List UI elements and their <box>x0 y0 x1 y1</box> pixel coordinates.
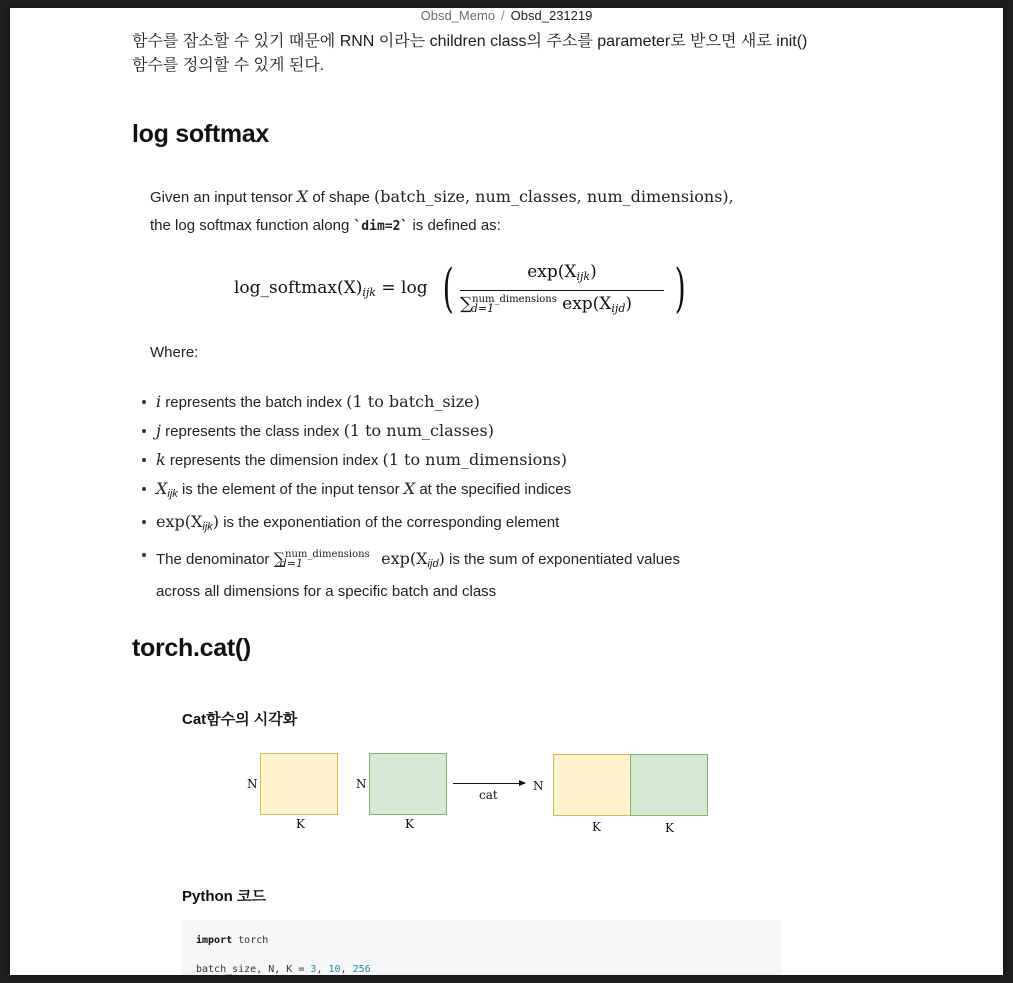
diagram-title: Cat함수의 시각화 <box>182 711 298 728</box>
result-green-box <box>630 754 708 816</box>
num-close: ) <box>590 262 597 282</box>
item-text: is the sum of exponentiated values <box>448 551 680 568</box>
den-sum-top: num_dimensions <box>472 294 557 305</box>
formula-eq-log: = log <box>381 278 428 298</box>
item-range: (1 to batch_size) <box>346 392 480 411</box>
dim-inline-code: `dim=2` <box>353 219 409 234</box>
list-item <box>140 417 760 446</box>
log-softmax-formula <box>234 260 704 324</box>
fraction-bar <box>460 290 664 291</box>
list-item <box>140 475 760 508</box>
item-text-line-2: across all dimensions for a specific batch and class <box>156 583 497 600</box>
den-exp: exp(X <box>562 294 612 314</box>
yellow-tensor-box <box>260 753 338 815</box>
code-module-torch: torch <box>238 935 269 946</box>
label-k-2: K <box>405 817 414 831</box>
section-heading-log-softmax: log softmax <box>132 120 269 148</box>
cat-arrow <box>453 783 525 784</box>
label-n-2: N <box>356 777 367 791</box>
label-k-3: K <box>592 820 601 834</box>
item-sum-top: num_dimensions <box>285 549 370 560</box>
item-range: (1 to num_classes) <box>343 421 494 440</box>
item-var-2: X <box>403 479 416 498</box>
item-var: X <box>156 479 168 498</box>
code-number: 3 <box>310 964 317 975</box>
breadcrumb-current[interactable]: Obsd_231219 <box>510 8 593 23</box>
given-shape: (batch_size, num_classes, num_dimensions), <box>374 187 734 206</box>
item-text: is the exponentiation of the corresponding element <box>223 514 560 531</box>
formula-numerator <box>460 262 664 283</box>
den-sum-symbol: ∑ <box>460 294 473 314</box>
given-prefix: Given an input tensor <box>150 189 293 206</box>
item-sub: ijk <box>202 521 213 533</box>
formula-fraction <box>460 260 664 324</box>
code-block[interactable] <box>182 920 781 975</box>
along-prefix: the log softmax function along <box>150 217 350 234</box>
item-text: represents the batch index <box>165 394 343 411</box>
item-exp: exp(X <box>381 549 428 568</box>
item-var: i <box>156 392 162 411</box>
code-title: Python 코드 <box>182 888 266 905</box>
label-k-4: K <box>665 821 674 835</box>
item-exp: exp(X <box>156 512 203 531</box>
right-paren: ) <box>674 259 686 319</box>
item-var: k <box>156 450 166 469</box>
formula-denominator <box>460 294 664 315</box>
along-suffix: is defined as: <box>412 217 501 234</box>
item-exp-close: ) <box>438 549 445 568</box>
code-number: 10 <box>328 964 341 975</box>
intro-paragraph <box>132 30 852 78</box>
list-item <box>140 388 760 417</box>
den-sum-bottom: d=1 <box>470 302 495 315</box>
code-line-1 <box>196 935 268 946</box>
result-yellow-box <box>553 754 631 816</box>
formula-lhs-text: log_softmax(X) <box>234 278 363 298</box>
item-sum-symbol: ∑ <box>273 549 285 568</box>
item-sum-bottom: d=1 <box>279 557 303 570</box>
code-assign-lhs: batch_size, N, K = <box>196 964 305 975</box>
code-keyword-import: import <box>196 935 233 946</box>
label-n-3: N <box>533 779 544 793</box>
intro-line-2: 함수를 정의할 수 있게 된다. <box>132 57 325 74</box>
item-text: is the element of the input tensor <box>181 481 400 498</box>
item-sub: ijd <box>427 558 439 570</box>
green-tensor-box <box>369 753 447 815</box>
given-var: X <box>296 187 309 206</box>
label-n-1: N <box>247 777 258 791</box>
given-mid: of shape <box>312 189 370 206</box>
formula-lhs-sub: ijk <box>362 286 376 299</box>
where-label: Where: <box>150 344 199 361</box>
item-var: j <box>156 421 161 440</box>
cat-arrow-label: cat <box>479 788 498 802</box>
den-sub: ijd <box>611 302 626 315</box>
formula-lhs <box>234 278 428 299</box>
item-text-2: at the specified indices <box>419 481 572 498</box>
intro-line-1: 함수를 잠소할 수 있기 때문에 RNN 이라는 children class의 주소를 parameter로 받으면 새로 init() <box>132 33 808 50</box>
list-item <box>140 508 760 541</box>
item-text: represents the dimension index <box>169 452 379 469</box>
breadcrumb-separator: / <box>501 8 505 23</box>
num-sub: ijk <box>576 270 591 283</box>
den-close: ) <box>625 294 633 314</box>
list-item <box>140 446 760 475</box>
section-heading-torch-cat: torch.cat() <box>132 634 251 662</box>
given-paragraph <box>150 186 734 209</box>
item-exp-close: ) <box>212 512 220 531</box>
document-page <box>10 8 1003 975</box>
definition-list <box>140 388 760 606</box>
breadcrumb-parent[interactable]: Obsd_Memo <box>420 8 496 23</box>
item-sub: ijk <box>167 488 178 500</box>
item-range: (1 to num_dimensions) <box>382 450 567 469</box>
list-item <box>140 541 760 606</box>
label-k-1: K <box>296 817 305 831</box>
code-number: 256 <box>352 964 371 975</box>
left-paren: ( <box>442 259 454 319</box>
item-lead: The denominator <box>156 551 270 568</box>
breadcrumb <box>10 8 1003 24</box>
code-line-2: batch_size, N, K = 3, 10, 256 <box>196 964 371 975</box>
num-exp: exp(X <box>527 262 577 282</box>
item-text: represents the class index <box>165 423 340 440</box>
along-paragraph <box>150 215 501 238</box>
